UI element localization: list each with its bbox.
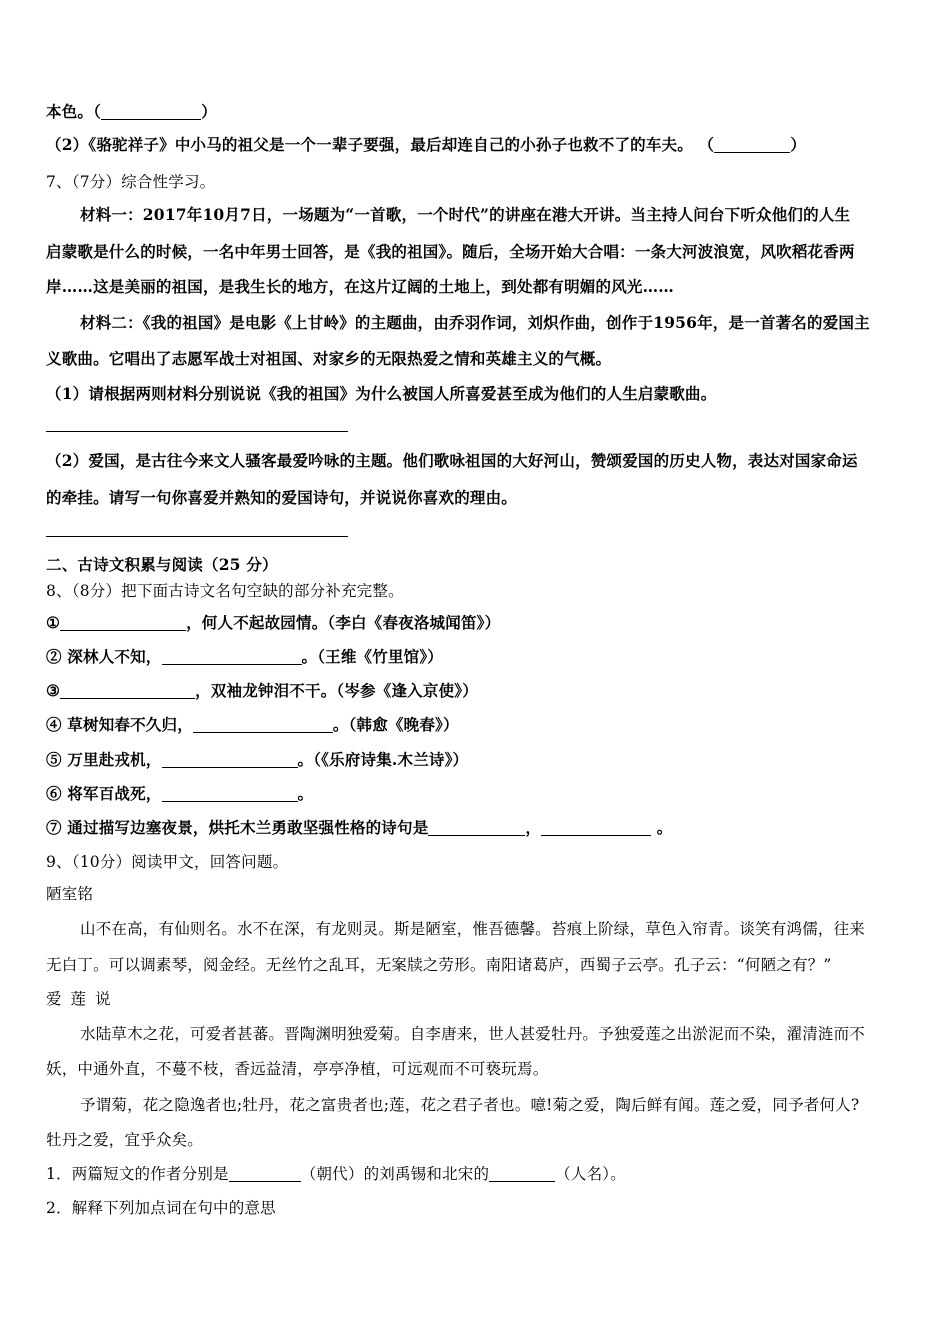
poem-fill-7: ⑦ 通过描写边塞夜景，烘托木兰勇敢坚强性格的诗句是 ， 。 — [46, 818, 673, 837]
material-1-line-3: 岸……这是美丽的祖国，是我生长的地方，在这片辽阔的土地上，到处都有明媚的风光…… — [46, 277, 675, 296]
material-1-line-1: 材料一：2017年10月7日，一场题为“一首歌，一个时代”的讲座在港大开讲。当主持人问台下听众他们的人生 — [80, 205, 851, 224]
poem-fill-4: ④ 草树知春不久归， 。（韩愈《晚春》） — [46, 715, 459, 734]
answer-blank[interactable] — [60, 614, 186, 631]
question-7-2-line-1: （2）爱国，是古往今来文人骚客最爱吟咏的主题。他们歌咏祖国的大好河山，赞颂爱国的历史人物，表达对国家命运 — [46, 451, 858, 470]
question-7-2-line-2: 的牵挂。请写一句你喜爱并熟知的爱国诗句，并说说你喜欢的理由。 — [46, 488, 518, 507]
answer-blank[interactable] — [541, 819, 651, 836]
answer-blank[interactable] — [428, 819, 525, 836]
text-1-line-2: 无白丁。可以调素琴，阅金经。无丝竹之乱耳，无案牍之劳形。南阳诸葛庐，西蜀子云亭。孔子云：“何陋之有？” — [46, 956, 832, 974]
poem-fill-5: ⑤ 万里赴戎机， 。（《乐府诗集.木兰诗》） — [46, 750, 469, 769]
question-8-title: 8、（8分）把下面古诗文名句空缺的部分补充完整。 — [46, 582, 404, 600]
text-1-line-1: 山不在高，有仙则名。水不在深，有龙则灵。斯是陋室，惟吾德馨。苔痕上阶绿，草色入帘青。谈笑有鸿儒，往来 — [80, 920, 866, 938]
answer-line[interactable] — [46, 536, 348, 537]
answer-blank[interactable] — [101, 103, 201, 120]
sub-question-1: 1．两篇短文的作者分别是 （朝代）的刘禹锡和北宋的 （人名）。 — [46, 1165, 626, 1183]
text-2-line-1: 水陆草木之花，可爱者甚蕃。晋陶渊明独爱菊。自李唐来，世人甚爱牡丹。予独爱莲之出淤泥而不染，濯清涟而不 — [80, 1025, 866, 1043]
answer-blank[interactable] — [489, 1165, 555, 1182]
material-1-line-2: 启蒙歌是什么的时候，一名中年男士回答，是《我的祖国》。随后，全场开始大合唱：一条大河波浪宽，风吹稻花香两 — [46, 242, 855, 261]
poem-fill-1: ① ，何人不起故园情。（李白《春夜洛城闻笛》） — [46, 613, 501, 632]
question-7-title: 7、（7分）综合性学习。 — [46, 173, 216, 191]
answer-blank[interactable] — [193, 716, 333, 733]
poem-fill-3: ③ ，双袖龙钟泪不干。（岑参《逢入京使》） — [46, 681, 478, 700]
question-9-title: 9、（10分）阅读甲文，回答问题。 — [46, 853, 289, 871]
answer-blank[interactable] — [162, 648, 302, 665]
answer-blank[interactable] — [60, 682, 195, 699]
question-6-2: （2）《骆驼祥子》中小马的祖父是一个一辈子要强，最后却连自己的小孙子也救不了的车夫。 （ ） — [46, 135, 806, 154]
text-2-line-3: 予谓菊，花之隐逸者也;牡丹，花之富贵者也;莲，花之君子者也。噫!菊之爱，陶后鲜有闻。莲之爱，同予者何人? — [80, 1096, 860, 1114]
poem-fill-6: ⑥ 将军百战死， 。 — [46, 784, 314, 803]
material-2-line-2: 义歌曲。它唱出了志愿军战士对祖国、对家乡的无限热爱之情和英雄主义的气概。 — [46, 349, 612, 368]
answer-blank[interactable] — [229, 1165, 301, 1182]
section-2-heading: 二、古诗文积累与阅读（25 分） — [46, 555, 278, 574]
material-2-line-1: 材料二：《我的祖国》是电影《上甘岭》的主题曲，由乔羽作词，刘炽作曲，创作于1956年，是一首著名的爱国主 — [80, 313, 870, 332]
text-2-line-2: 妖，中通外直，不蔓不枝，香远益清，亭亭净植，可远观而不可亵玩焉。 — [46, 1060, 549, 1078]
text-1-title: 陋室铭 — [46, 885, 94, 903]
question-7-1: （1）请根据两则材料分别说说《我的祖国》为什么被国人所喜爱甚至成为他们的人生启蒙歌曲。 — [46, 384, 717, 403]
line-benser: 本色。（ ） — [46, 102, 217, 121]
sub-question-2: 2．解释下列加点词在句中的意思 — [46, 1199, 276, 1217]
answer-blank[interactable] — [162, 751, 298, 768]
poem-fill-2: ② 深林人不知， 。（王维《竹里馆》） — [46, 647, 444, 666]
answer-line[interactable] — [46, 431, 348, 432]
answer-blank[interactable] — [162, 785, 298, 802]
text-2-title: 爱莲说 — [46, 990, 120, 1008]
answer-blank[interactable] — [714, 136, 790, 153]
text-2-line-4: 牡丹之爱，宜乎众矣。 — [46, 1131, 204, 1149]
